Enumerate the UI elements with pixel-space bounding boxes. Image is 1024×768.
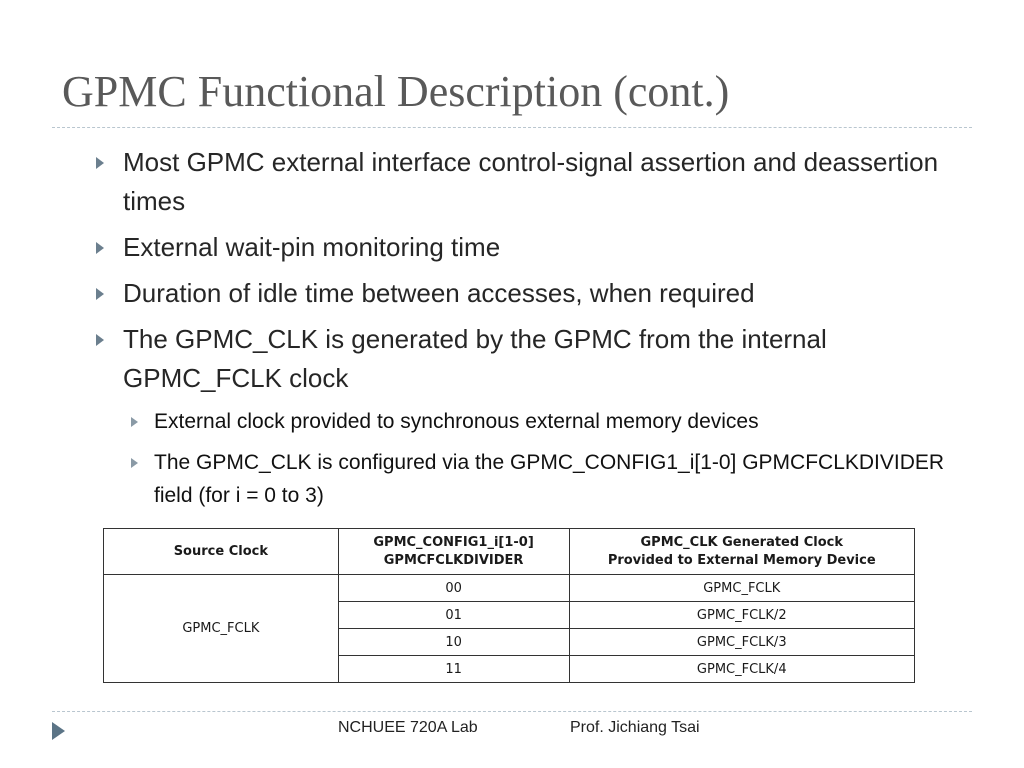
source-clock-cell: GPMC_FCLK [104, 575, 339, 683]
bullet-list [92, 143, 972, 520]
bullet-text: External wait-pin monitoring time [123, 232, 501, 262]
header-source-clock [104, 529, 339, 575]
sub-bullet-item [92, 405, 972, 438]
title-divider [52, 127, 972, 128]
bullet-item [92, 228, 972, 267]
divider-cell: 11 [338, 656, 569, 683]
header-text: Source Clock [173, 543, 268, 559]
sub-bullet-text: External clock provided to synchronous external memory devices [154, 410, 759, 433]
divider-cell: 00 [338, 575, 569, 602]
table-row [104, 575, 915, 602]
triangle-right-icon [96, 288, 104, 300]
header-text: GPMCFCLKDIVIDER [383, 552, 524, 568]
triangle-right-icon [131, 417, 138, 427]
divider-cell: 10 [338, 629, 569, 656]
generated-clock-cell: GPMC_FCLK/3 [569, 629, 915, 656]
triangle-right-icon [131, 458, 138, 468]
bullet-item [92, 143, 972, 221]
header-text: GPMC_CLK Generated Clock [640, 534, 843, 550]
divider-cell: 01 [338, 602, 569, 629]
bullet-text: Most GPMC external interface control-signal assertion and deassertion times [123, 147, 939, 216]
header-generated-clock [569, 529, 915, 575]
bullet-text: The GPMC_CLK is generated by the GPMC from the internal GPMC_FCLK clock [123, 324, 827, 393]
clock-divider-table [103, 528, 915, 683]
triangle-right-icon [96, 242, 104, 254]
header-text: GPMC_CONFIG1_i[1-0] [373, 534, 534, 550]
footer-lab: NCHUEE 720A Lab [338, 719, 478, 736]
sub-bullet-item [92, 446, 972, 512]
bullet-item [92, 320, 972, 398]
generated-clock-cell: GPMC_FCLK/2 [569, 602, 915, 629]
bullet-item [92, 274, 972, 313]
header-divider [338, 529, 569, 575]
triangle-right-icon [96, 157, 104, 169]
bullet-text: Duration of idle time between accesses, when required [123, 278, 755, 308]
generated-clock-cell: GPMC_FCLK [569, 575, 915, 602]
triangle-right-icon [52, 722, 65, 740]
table-header-row [104, 529, 915, 575]
triangle-right-icon [96, 334, 104, 346]
header-text: Provided to External Memory Device [607, 552, 876, 568]
footer-professor: Prof. Jichiang Tsai [570, 719, 700, 736]
sub-bullet-text: The GPMC_CLK is configured via the GPMC_CONFIG1_i[1-0] GPMCFCLKDIVIDER field (for i = 0 to 3) [154, 451, 945, 507]
slide-title: GPMC Functional Description (cont.) [62, 67, 730, 116]
generated-clock-cell: GPMC_FCLK/4 [569, 656, 915, 683]
footer-divider [52, 711, 972, 712]
